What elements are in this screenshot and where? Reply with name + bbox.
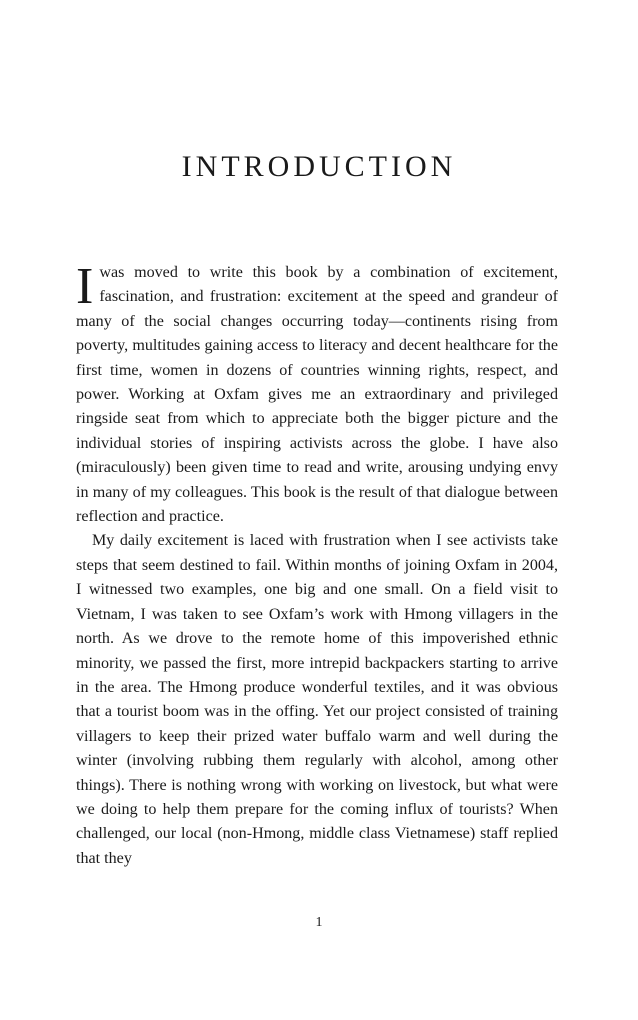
paragraph-1 [76, 258, 558, 529]
body-text [76, 258, 558, 871]
chapter-title: INTRODUCTION [181, 150, 457, 183]
drop-cap: I [76, 258, 94, 315]
paragraph-2: My daily excitement is laced with frustration when I see activists take steps that seem destined to fail. Within months of joining Oxfam in 2004, I witnessed two examples, one big and one small. On a field visit to Vietnam, I was taken to see Oxfam’s work with Hmong villagers in the north. As we drove to the remote home of this impoverished ethnic minority, we passed the first, more intrepid backpackers starting to arrive in the area. The Hmong produce wonderful textiles, and it was obvious that a tourist boom was in the offing. Yet our project consisted of training villagers to keep their prized water buffalo warm and well during the winter (involving rubbing them regularly with alcohol, among other things). There is nothing wrong with working on livestock, but what were we doing to help them prepare for the coming influx of tourists? When challenged, our local (non-Hmong, middle class Vietnamese) staff replied that they [76, 532, 558, 867]
paragraph-1-text: was moved to write this book by a combination of excitement, fascination, and frustration: excitement at the speed and grandeur of many of the social changes occurring today—continents rising from poverty, multitudes gaining access to literacy and decent healthcare for the first time, women in dozens of countries winning rights, respect, and power. Working at Oxfam gives me an extraordinary and privileged ringside seat from which to appreciate both the bigger picture and the individual stories of inspiring activists across the globe. I have also (miraculously) been given time to read and write, arousing undying envy in many of my colleagues. This book is the result of that dialogue between reflection and practice. [76, 264, 558, 526]
page-number: 1 [315, 915, 323, 930]
